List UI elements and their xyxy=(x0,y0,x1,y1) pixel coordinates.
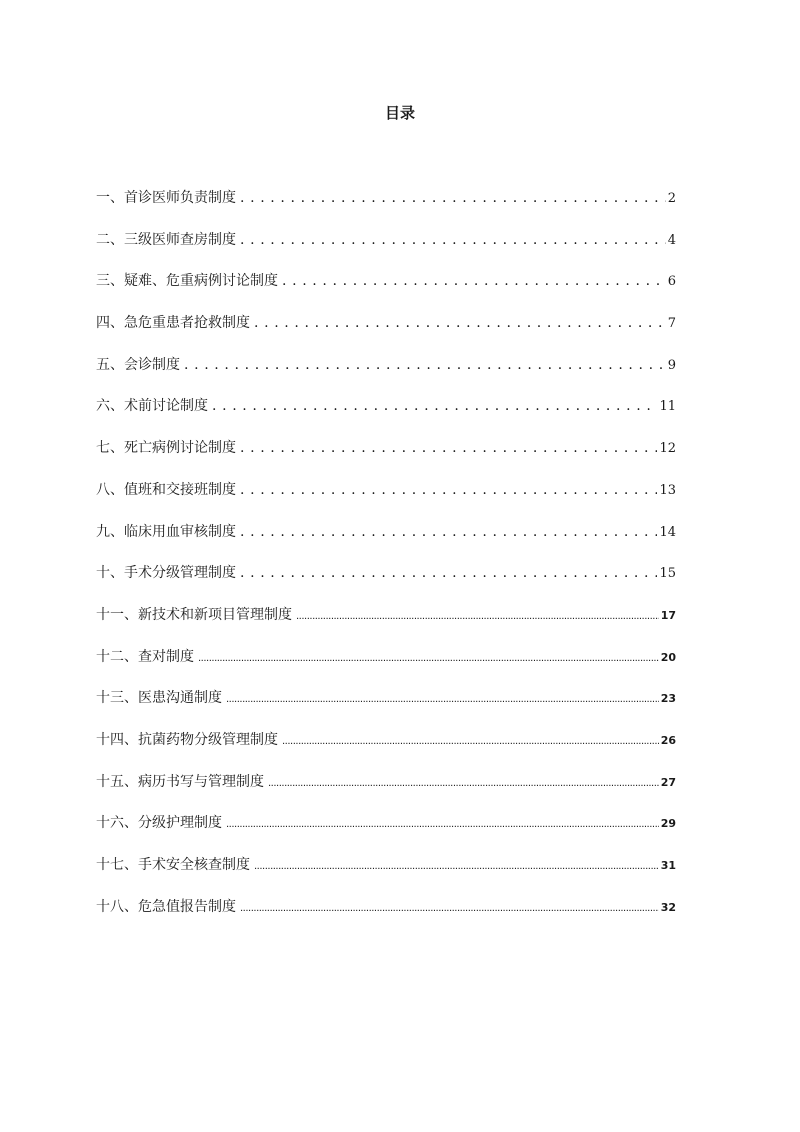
toc-entry[interactable] xyxy=(96,436,676,478)
toc-entry[interactable] xyxy=(96,353,676,395)
toc-entry[interactable] xyxy=(96,811,676,853)
toc-dot-leader xyxy=(268,771,659,790)
toc-dot-leader xyxy=(240,437,657,456)
toc-entry-page: 7 xyxy=(667,316,676,332)
toc-dot-leader xyxy=(184,354,666,373)
toc-entry-label: 十五、病历书写与管理制度 xyxy=(96,773,264,790)
toc-entry-page: 17 xyxy=(660,608,676,622)
toc-entry-page: 2 xyxy=(667,191,676,206)
toc-entry[interactable] xyxy=(96,520,676,562)
toc-dot-leader xyxy=(240,479,657,498)
toc-entry-page: 14 xyxy=(659,524,676,540)
toc-dot-leader xyxy=(296,604,659,623)
toc-entry-page: 13 xyxy=(659,482,676,498)
toc-entry[interactable] xyxy=(96,311,676,353)
toc-entry-label: 七、死亡病例讨论制度 xyxy=(96,440,236,457)
toc-entry[interactable] xyxy=(96,895,676,937)
table-of-contents xyxy=(96,186,676,936)
toc-dot-leader xyxy=(226,687,659,706)
toc-entry[interactable] xyxy=(96,394,676,436)
toc-dot-leader xyxy=(240,896,659,915)
toc-dot-leader xyxy=(254,854,659,873)
toc-entry-page: 20 xyxy=(660,650,676,664)
toc-entry-label: 十一、新技术和新项目管理制度 xyxy=(96,606,292,623)
toc-entry-label: 十六、分级护理制度 xyxy=(96,815,222,832)
toc-entry-label: 三、疑难、危重病例讨论制度 xyxy=(96,273,278,290)
toc-entry-page: 32 xyxy=(660,900,676,914)
toc-entry[interactable] xyxy=(96,603,676,645)
toc-entry-label: 五、会诊制度 xyxy=(96,356,180,373)
toc-entry[interactable] xyxy=(96,186,676,228)
toc-entry-page: 26 xyxy=(660,733,676,747)
toc-dot-leader xyxy=(226,812,659,831)
toc-entry-label: 九、临床用血审核制度 xyxy=(96,523,236,540)
toc-entry-page: 29 xyxy=(660,817,676,831)
toc-entry-label: 八、值班和交接班制度 xyxy=(96,481,236,498)
toc-entry-label: 十三、医患沟通制度 xyxy=(96,690,222,707)
toc-dot-leader xyxy=(254,312,666,331)
toc-entry-page: 12 xyxy=(659,441,676,457)
toc-dot-leader xyxy=(240,229,666,248)
toc-entry[interactable] xyxy=(96,686,676,728)
toc-entry-label: 十、手术分级管理制度 xyxy=(96,565,236,582)
toc-entry-label: 十八、危急值报告制度 xyxy=(96,898,236,915)
toc-entry[interactable] xyxy=(96,478,676,520)
toc-title: 目录 xyxy=(384,104,415,122)
toc-entry-page: 23 xyxy=(660,692,676,706)
toc-entry-label: 一、首诊医师负责制度 xyxy=(96,190,236,206)
toc-dot-leader xyxy=(282,729,659,748)
toc-entry-label: 十四、抗菌药物分级管理制度 xyxy=(96,731,278,748)
toc-entry[interactable] xyxy=(96,770,676,812)
toc-entry-label: 十七、手术安全核查制度 xyxy=(96,857,250,873)
toc-dot-leader xyxy=(212,395,657,414)
toc-dot-leader xyxy=(240,562,657,581)
toc-entry-page: 6 xyxy=(667,274,676,290)
toc-entry-page: 31 xyxy=(660,859,676,872)
toc-entry-page: 9 xyxy=(667,357,676,373)
toc-entry-label: 四、急危重患者抢救制度 xyxy=(96,315,250,332)
toc-dot-leader xyxy=(240,187,666,206)
toc-entry-page: 4 xyxy=(667,232,676,248)
toc-entry[interactable] xyxy=(96,728,676,770)
toc-entry-page: 11 xyxy=(659,399,676,415)
toc-dot-leader xyxy=(282,270,666,289)
toc-dot-leader xyxy=(240,521,657,540)
toc-entry[interactable] xyxy=(96,645,676,687)
toc-entry-label: 二、三级医师查房制度 xyxy=(96,231,236,248)
toc-entry-label: 十二、查对制度 xyxy=(96,648,194,665)
toc-entry-label: 六、术前讨论制度 xyxy=(96,398,208,415)
toc-entry[interactable] xyxy=(96,269,676,311)
toc-entry-page: 27 xyxy=(660,775,676,789)
toc-dot-leader xyxy=(198,646,659,665)
toc-entry-page: 15 xyxy=(659,566,676,582)
toc-entry[interactable] xyxy=(96,561,676,603)
toc-entry[interactable] xyxy=(96,853,676,895)
toc-entry[interactable] xyxy=(96,228,676,270)
